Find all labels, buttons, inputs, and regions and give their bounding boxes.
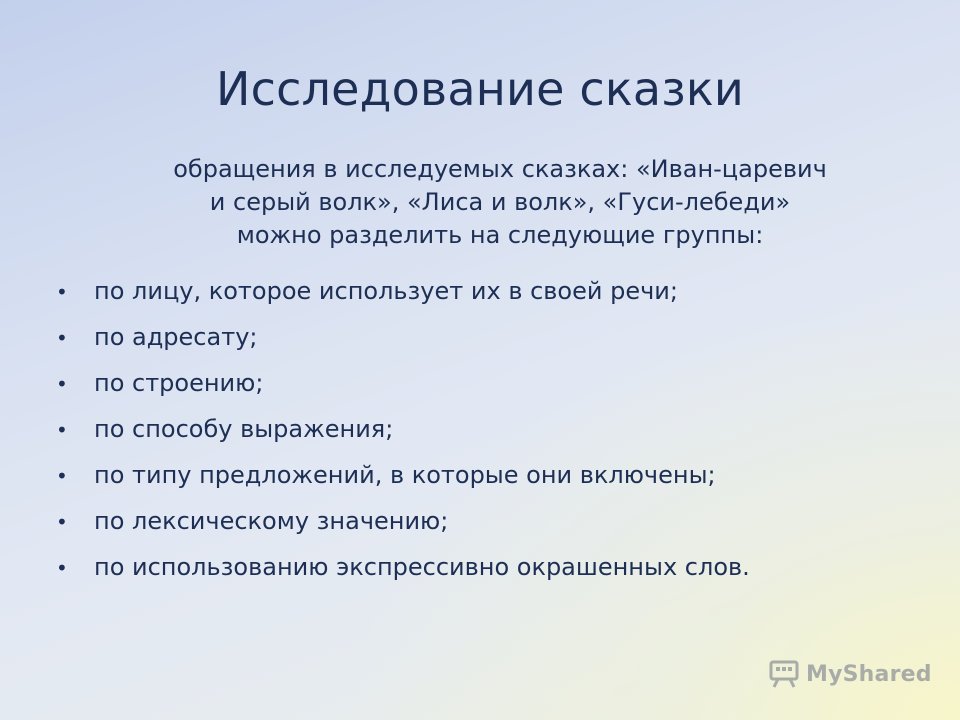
- intro-line: можно разделить на следующие группы:: [236, 221, 764, 249]
- list-item-text: по лицу, которое использует их в своей речи;: [94, 277, 678, 305]
- bullet-icon: •: [56, 326, 68, 350]
- list-item: [56, 277, 936, 323]
- list-item-text: по использованию экспрессивно окрашенных слов.: [94, 553, 750, 581]
- intro-line: и серый волк», «Лиса и волк», «Гуси-лебеди»: [209, 188, 791, 216]
- list-item-text: по адресату;: [94, 323, 258, 351]
- slide-title: Исследование сказки: [215, 62, 745, 116]
- intro-line: обращения в исследуемых сказках: «Иван-царевич: [173, 155, 827, 183]
- bullet-list: [56, 277, 936, 599]
- bullet-icon: •: [56, 280, 68, 304]
- bullet-icon: •: [56, 372, 68, 396]
- board-icon: [768, 659, 800, 689]
- watermark-text: MyShared: [806, 661, 932, 687]
- list-item: [56, 553, 936, 599]
- watermark-logo: [768, 659, 932, 689]
- bullet-icon: •: [56, 556, 68, 580]
- list-item-text: по типу предложений, в которые они включены;: [94, 461, 716, 489]
- bullet-icon: •: [56, 418, 68, 442]
- bullet-icon: •: [56, 464, 68, 488]
- intro-paragraph: [90, 153, 910, 252]
- list-item: [56, 323, 936, 369]
- list-item: [56, 369, 936, 415]
- list-item: [56, 507, 936, 553]
- list-item-text: по строению;: [94, 369, 264, 397]
- list-item-text: по способу выражения;: [94, 415, 394, 443]
- list-item: [56, 415, 936, 461]
- list-item-text: по лексическому значению;: [94, 507, 449, 535]
- list-item: [56, 461, 936, 507]
- bullet-icon: •: [56, 510, 68, 534]
